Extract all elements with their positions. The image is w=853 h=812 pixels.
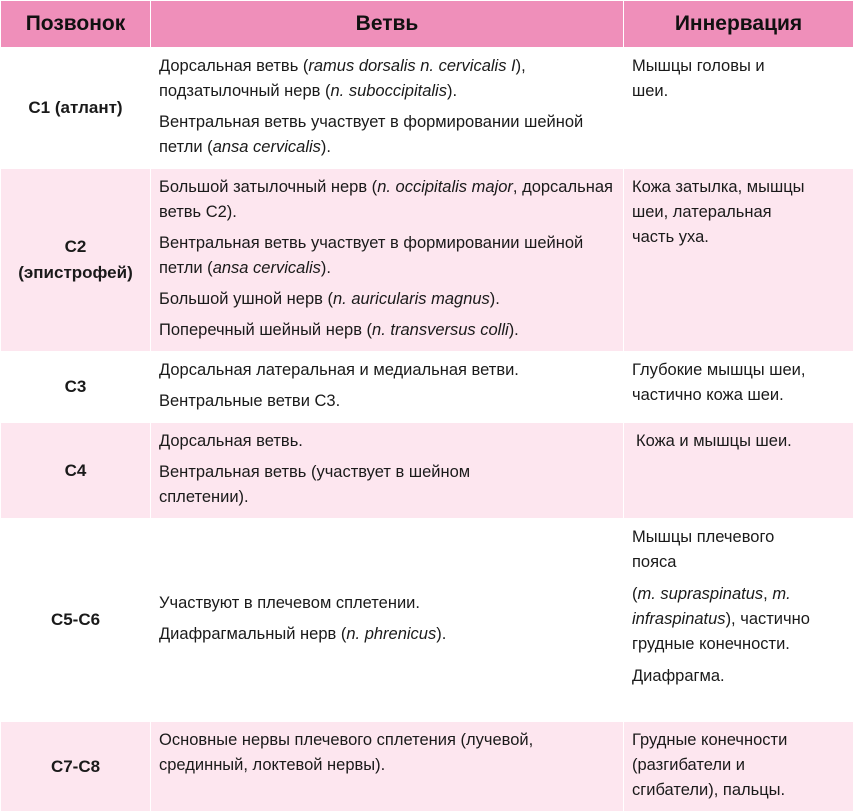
branch-line: Дорсальная ветвь.	[159, 429, 615, 454]
vertebra-cell	[1, 169, 151, 352]
header-innervation: Иннервация	[624, 1, 853, 48]
branch-line: Диафрагмальный нерв (n. phrenicus).	[159, 622, 615, 647]
vertebra-label: C7-C8	[51, 757, 100, 776]
table-row	[1, 722, 853, 812]
innervation-line: Глубокие мышцы шеи, частично кожа шеи.	[632, 358, 845, 408]
branch-cell	[151, 352, 624, 423]
innervation-cell	[624, 423, 853, 519]
branch-line: Участвуют в плечевом сплетении.	[159, 591, 615, 616]
innervation-line: (m. supraspinatus, m. infraspinatus), частично грудные конечности.	[632, 582, 812, 657]
table-row	[1, 423, 853, 519]
table-row	[1, 519, 853, 722]
branch-line: Поперечный шейный нерв (n. transversus colli).	[159, 318, 615, 343]
branch-line: Большой затылочный нерв (n. occipitalis major, дорсальная ветвь С2).	[159, 175, 615, 225]
table-row	[1, 169, 853, 352]
vertebra-cell	[1, 722, 151, 812]
innervation-cell	[624, 519, 853, 722]
innervation-cell	[624, 722, 853, 812]
branch-cell	[151, 423, 624, 519]
branch-line: Большой ушной нерв (n. auricularis magnus).	[159, 287, 615, 312]
innervation-line: Мышцы плечевого пояса	[632, 525, 817, 575]
vertebra-label: C4	[65, 461, 87, 480]
innervation-line: Диафрагма.	[632, 664, 845, 689]
innervation-line: Грудные конечности (разгибатели и сгибатели), пальцы.	[632, 728, 832, 803]
innervation-cell	[624, 352, 853, 423]
branch-line: Дорсальная ветвь (ramus dorsalis n. cervicalis I), подзатылочный нерв (n. suboccipitalis).	[159, 54, 615, 104]
branch-cell	[151, 48, 624, 169]
table-row	[1, 48, 853, 169]
vertebra-label: C3	[65, 377, 87, 396]
header-branch: Ветвь	[151, 1, 624, 48]
vertebra-label: C1 (атлант)	[28, 98, 122, 117]
innervation-cell	[624, 48, 853, 169]
vertebra-cell	[1, 423, 151, 519]
innervation-line: Кожа затылка, мышцы шеи, латеральная часть уха.	[632, 175, 807, 250]
innervation-line: Кожа и мышцы шеи.	[632, 429, 792, 454]
header-row	[1, 1, 853, 48]
vertebra-label: C2	[1, 234, 150, 260]
branch-cell	[151, 519, 624, 722]
vertebra-cell	[1, 519, 151, 722]
branch-cell	[151, 169, 624, 352]
branch-line: Вентральные ветви С3.	[159, 389, 615, 414]
branch-line: Основные нервы плечевого сплетения (лучевой, срединный, локтевой нервы).	[159, 728, 614, 778]
header-vertebra: Позвонок	[1, 1, 151, 48]
branch-line: Вентральная ветвь участвует в формировании шейной петли (ansa cervicalis).	[159, 231, 615, 281]
branch-cell	[151, 722, 624, 812]
branch-line: Вентральная ветвь участвует в формировании шейной петли (ansa cervicalis).	[159, 110, 615, 160]
innervation-cell	[624, 169, 853, 352]
vertebra-cell	[1, 48, 151, 169]
table-row	[1, 352, 853, 423]
vertebra-label: C5-C6	[51, 610, 100, 629]
branch-line: Дорсальная латеральная и медиальная ветви.	[159, 358, 615, 383]
vertebra-cell	[1, 352, 151, 423]
branch-line: Вентральная ветвь (участвует в шейном сплетении).	[159, 460, 539, 510]
innervation-line: Мышцы головы и шеи.	[632, 54, 792, 104]
vertebra-alias: (эпистрофей)	[1, 260, 150, 286]
